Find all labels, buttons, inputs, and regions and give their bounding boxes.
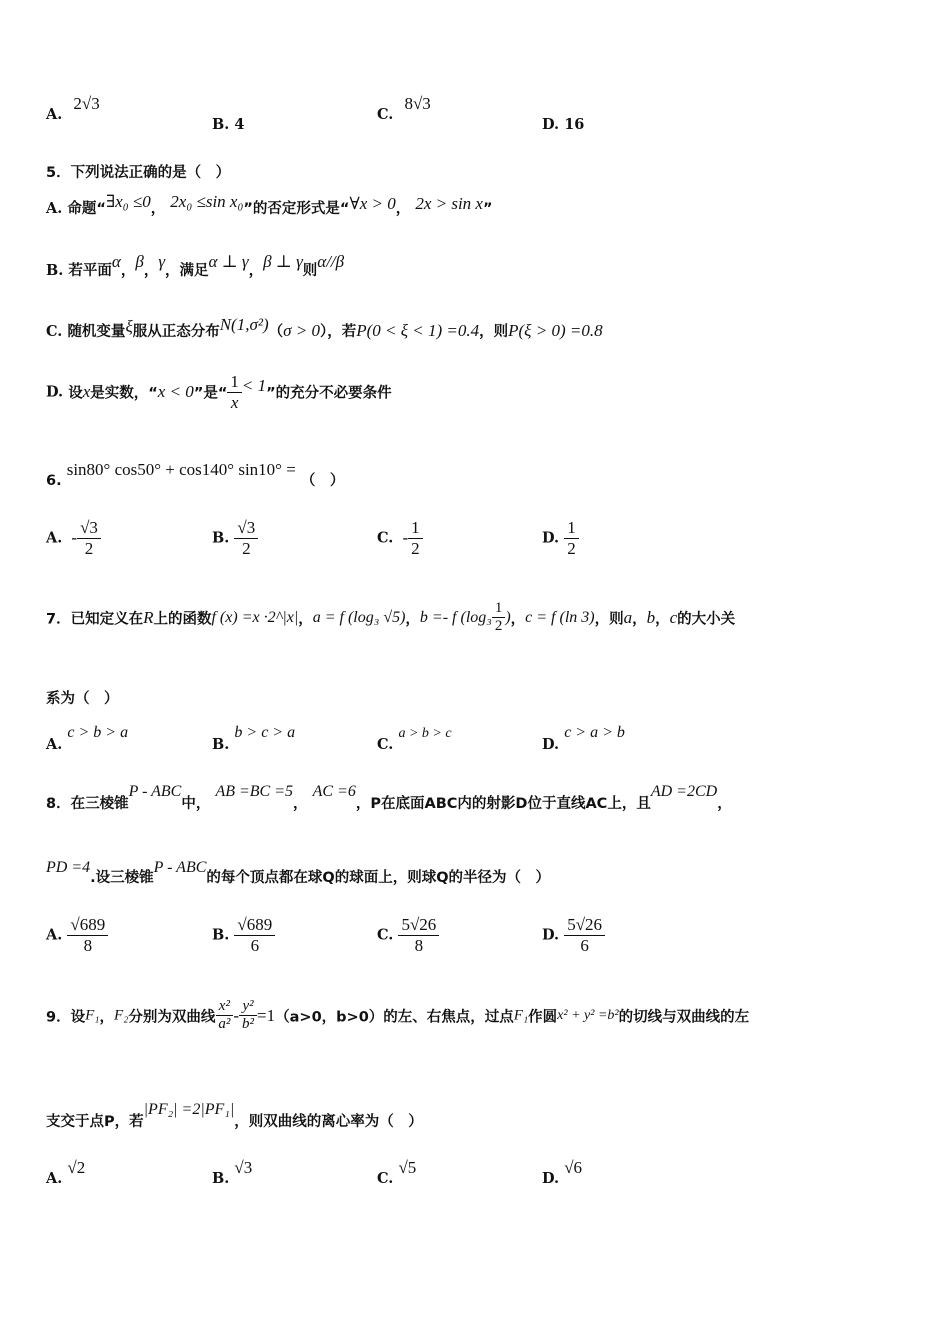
denominator: 2	[567, 538, 576, 558]
option-label: D.	[542, 736, 560, 753]
q7-option-c	[377, 722, 452, 753]
numerator: 1	[408, 518, 423, 539]
option-label: C.	[377, 529, 394, 547]
text: ，	[405, 611, 420, 628]
text: 上的函数	[153, 611, 212, 628]
text: 服从正态分布	[132, 324, 220, 340]
option-label: C.	[377, 736, 394, 753]
math: b	[646, 607, 656, 627]
fraction	[564, 518, 579, 558]
numerator: √689	[67, 915, 108, 936]
text: ，	[395, 201, 411, 217]
option-label: D.	[542, 529, 560, 547]
q4-option-a	[46, 94, 100, 124]
text: ，P在底面ABC内的射影D位于直线AC上，且	[355, 796, 651, 812]
numerator: y²	[239, 998, 256, 1016]
text: .设三棱锥	[90, 870, 154, 886]
q6-option-d	[542, 518, 579, 558]
q7-option-b	[212, 722, 296, 753]
option-label: B.	[212, 926, 230, 944]
fraction	[234, 915, 275, 955]
text: 的大小关	[677, 611, 736, 628]
math: f (x) =x ·2^|x|	[211, 608, 299, 626]
option-label: B.	[212, 529, 230, 547]
q5-option-d	[46, 372, 392, 412]
text: 9．设	[46, 1009, 86, 1026]
denominator: 2	[494, 618, 503, 635]
q6-option-c	[377, 518, 423, 558]
fraction	[564, 915, 605, 955]
denominator: a²	[218, 1016, 231, 1033]
text: ，则	[594, 611, 624, 628]
math: AB =BC =5	[215, 783, 294, 800]
option-label: A.	[46, 529, 63, 547]
option-value: c > a > b	[564, 724, 625, 741]
math: P - ABC	[128, 783, 182, 800]
q6-option-a	[46, 518, 101, 558]
text: ”是“	[193, 385, 228, 402]
text: 分别为双曲线	[128, 1009, 216, 1026]
math: α//β	[317, 252, 345, 271]
option-value: 4	[234, 116, 245, 133]
math: ∀x > 0	[349, 194, 396, 213]
option-label: C.	[377, 926, 394, 944]
numerator: √689	[234, 915, 275, 936]
text: ，满足	[165, 263, 209, 279]
denominator: 8	[414, 935, 424, 955]
q9-stem-line2	[46, 1098, 423, 1130]
text: 的每个顶点都在球Q的球面上，则球Q的半径为（ ）	[206, 870, 551, 886]
option-value: 2√3	[73, 94, 100, 113]
text: ，	[510, 611, 526, 628]
text: ”的充分不必要条件	[266, 385, 392, 402]
math: |PF₂| =2|PF₁|	[143, 1101, 235, 1118]
text: ，	[120, 263, 136, 279]
text: ，	[99, 1009, 114, 1026]
math: PD =4	[46, 859, 91, 876]
text: ，	[632, 611, 647, 628]
q5-option-b	[46, 252, 345, 280]
math: F₁	[513, 1007, 529, 1024]
option-label: B.	[212, 1170, 230, 1187]
option-value: √5	[398, 1158, 417, 1177]
q8-stem-line2	[46, 856, 551, 886]
math: F₁	[85, 1007, 100, 1024]
math: γ	[158, 252, 166, 271]
math: 2x > sin x	[415, 194, 483, 213]
sign: -	[402, 528, 409, 548]
math: R	[143, 607, 154, 627]
option-label: D.	[542, 926, 560, 944]
text: （	[268, 324, 284, 340]
sign: -	[71, 528, 78, 548]
numerator: 5√26	[398, 915, 439, 936]
numerator: √3	[77, 518, 101, 539]
q5-option-a	[46, 192, 493, 218]
q8-stem	[46, 780, 732, 812]
fraction	[227, 372, 242, 412]
math: a = f (log₃ √5)	[312, 608, 406, 626]
option-value: 16	[564, 116, 585, 133]
numerator: 5√26	[564, 915, 605, 936]
math: 2x₀ ≤sin x₀	[170, 192, 244, 211]
q4-option-d	[542, 114, 584, 133]
text: 7．已知定义在	[46, 611, 144, 628]
option-label: C.	[46, 323, 63, 340]
q7-option-d	[542, 722, 625, 753]
denominator: 6	[580, 935, 589, 955]
text: 设	[68, 385, 83, 402]
fraction	[492, 600, 506, 636]
math: β ⊥ γ	[263, 252, 303, 271]
math: σ > 0	[283, 321, 320, 340]
fraction	[215, 998, 233, 1034]
text: ，	[248, 263, 264, 279]
q7-stem-line2: 系为（ ）	[46, 691, 119, 707]
fraction	[77, 518, 101, 558]
numerator: x²	[216, 998, 233, 1016]
text: 随机变量	[67, 324, 126, 340]
option-value: √6	[564, 1158, 583, 1177]
math: < 1	[241, 376, 267, 396]
math: x	[82, 382, 91, 402]
text: ，	[143, 263, 159, 279]
option-label: B.	[212, 736, 230, 753]
text: （a>0，b>0）的左、右焦点，过点	[275, 1009, 514, 1026]
math: x² + y² =b²	[557, 1007, 619, 1023]
math: c	[669, 607, 678, 627]
math: β	[135, 252, 144, 271]
math: c = f (ln 3)	[525, 608, 595, 626]
text: ”的否定形式是“	[243, 201, 350, 217]
math: P - ABC	[153, 859, 207, 876]
math: ∃x₀ ≤0	[105, 192, 151, 211]
option-label: D.	[46, 383, 64, 401]
math: N(1,σ²)	[219, 315, 269, 334]
option-value: √2	[67, 1158, 86, 1177]
q5-option-c	[46, 315, 603, 341]
denominator: 2	[242, 538, 251, 558]
option-value: c > b > a	[67, 724, 129, 741]
text: 的切线与双曲线的左	[618, 1009, 750, 1026]
fraction	[67, 915, 108, 955]
math: F₂	[113, 1007, 129, 1024]
math: b =- f (log₃	[419, 608, 492, 626]
option-label: C.	[377, 106, 394, 123]
q5-stem: 5．下列说法正确的是（ ）	[46, 165, 231, 181]
denominator: 6	[250, 935, 260, 955]
q6-stem	[46, 459, 345, 489]
option-label: B.	[212, 116, 230, 133]
q9-option-d	[542, 1158, 583, 1187]
option-value: √3	[234, 1158, 253, 1177]
option-label: C.	[377, 1170, 394, 1187]
q7-option-a	[46, 722, 129, 753]
option-label: D.	[542, 116, 560, 133]
denominator: 2	[84, 538, 94, 558]
math: )	[505, 608, 511, 626]
text: 支交于点P，若	[46, 1114, 144, 1130]
text: ，则	[479, 324, 509, 340]
q7-stem	[46, 600, 735, 636]
text: ，	[655, 611, 670, 628]
option-label: A.	[46, 200, 63, 217]
denominator: x	[230, 392, 239, 412]
q4-option-c	[377, 94, 431, 124]
text: ”	[482, 201, 493, 217]
fraction	[234, 518, 258, 558]
text: ，	[293, 796, 308, 812]
question-number: 6.	[46, 473, 62, 489]
text: （ ）	[300, 473, 345, 489]
q8-option-b	[212, 915, 275, 955]
text: 中，	[181, 796, 211, 812]
math: =1	[257, 1005, 276, 1025]
math: α	[111, 252, 121, 271]
q4-option-b	[212, 114, 245, 133]
denominator: 8	[83, 935, 93, 955]
math: α ⊥ γ	[208, 252, 249, 271]
text: 作圆	[528, 1009, 558, 1026]
text: 命题“	[67, 201, 106, 217]
fraction	[239, 998, 257, 1034]
text: 8．在三棱锥	[46, 796, 129, 812]
text: ，	[150, 201, 166, 217]
option-value: b > c > a	[234, 724, 296, 741]
q9-option-a	[46, 1158, 86, 1187]
text: ，则双曲线的离心率为（ ）	[234, 1114, 423, 1130]
math: P(ξ > 0) =0.8	[508, 321, 603, 340]
math: -	[233, 1005, 240, 1025]
option-label: D.	[542, 1170, 560, 1187]
option-value: 8√3	[404, 94, 431, 113]
option-label: A.	[46, 1170, 63, 1187]
fraction	[398, 915, 439, 955]
q6-option-b	[212, 518, 258, 558]
option-label: A.	[46, 736, 63, 753]
numerator: 1	[564, 518, 579, 539]
math: a	[623, 607, 633, 627]
text: ），若	[319, 324, 357, 340]
q8-option-d	[542, 915, 605, 955]
denominator: 2	[411, 538, 420, 558]
q9-option-c	[377, 1158, 417, 1187]
numerator: 1	[227, 372, 242, 393]
q9-stem	[46, 998, 749, 1034]
math: AC =6	[312, 783, 356, 800]
text: ，	[298, 611, 313, 628]
fraction	[408, 518, 423, 558]
option-label: A.	[46, 106, 63, 123]
text: 若平面	[68, 263, 112, 279]
option-value: a > b > c	[398, 726, 452, 741]
math: x < 0	[157, 382, 194, 402]
text: 则	[302, 263, 318, 279]
q8-option-c	[377, 915, 439, 955]
q8-option-a	[46, 915, 108, 955]
option-label: B.	[46, 262, 64, 279]
math: ξ	[125, 317, 133, 336]
text: 是实数，“	[90, 385, 158, 402]
denominator: b²	[242, 1016, 255, 1033]
math: AD =2CD	[650, 783, 718, 800]
math: P(0 < ξ < 1) =0.4	[356, 321, 480, 340]
text: ，	[717, 796, 732, 812]
option-label: A.	[46, 926, 63, 944]
q9-option-b	[212, 1158, 253, 1187]
numerator: √3	[234, 518, 258, 539]
math: sin80° cos50° + cos140° sin10° =	[66, 460, 296, 479]
numerator: 1	[492, 600, 506, 618]
